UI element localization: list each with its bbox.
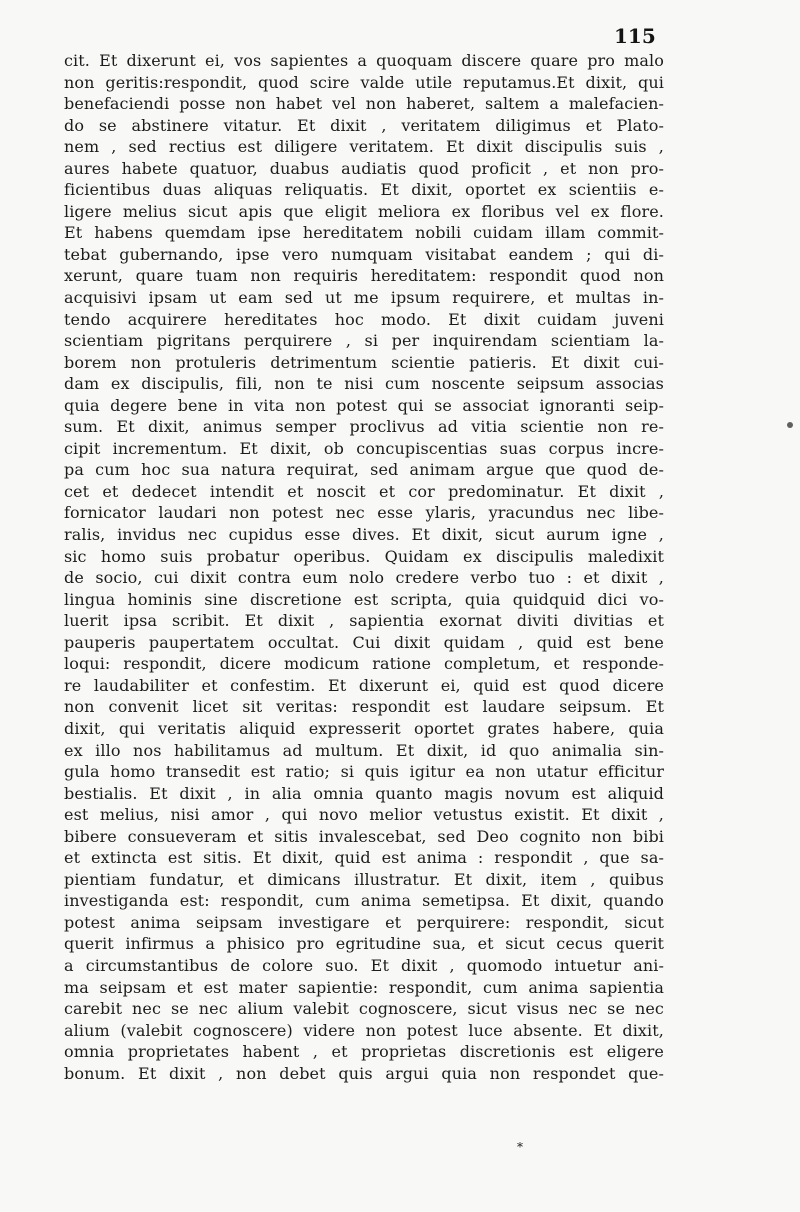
text-line: cet et dedecet intendit et noscit et cor predominatur. Et dixit , — [64, 481, 664, 501]
text-line: ligere melius sicut apis que eligit meliora ex floribus vel ex flore. — [64, 201, 664, 221]
page-number: 115 — [614, 24, 656, 48]
text-line: tebat gubernando, ipse vero numquam visitabat eandem ; qui di- — [64, 244, 664, 264]
text-line: est melius, nisi amor , qui novo melior vetustus existit. Et dixit , — [64, 805, 664, 825]
text-line: ralis, invidus nec cupidus esse dives. Et dixit, sicut aurum igne , — [64, 525, 664, 545]
text-line: de socio, cui dixit contra eum nolo credere verbo tuo : et dixit , — [64, 568, 664, 588]
text-line: ma seipsam et est mater sapientie: respondit, cum anima sapientia — [64, 977, 664, 997]
text-line: querit infirmus a phisico pro egritudine sua, et sicut cecus querit — [64, 934, 664, 954]
text-line: lingua hominis sine discretione est scripta, quia quidquid dici vo- — [64, 589, 664, 609]
text-line: cit. Et dixerunt ei, vos sapientes a quoquam discere quare pro malo — [64, 51, 664, 70]
text-line: fornicator laudari non potest nec esse ylaris, yracundus nec libe- — [64, 503, 664, 523]
text-line: Et habens quemdam ipse hereditatem nobili cuidam illam commit- — [64, 223, 664, 243]
text-line: bestialis. Et dixit , in alia omnia quanto magis novum est aliquid — [64, 783, 664, 803]
text-line: luerit ipsa scribit. Et dixit , sapientia exornat diviti divitias et — [64, 611, 664, 631]
text-line: gula homo transedit est ratio; si quis igitur ea non utatur efficitur — [64, 762, 664, 782]
text-line: ex illo nos habilitamus ad multum. Et dixit, id quo animalia sin- — [64, 740, 664, 760]
text-line: pa cum hoc sua natura requirat, sed animam argue que quod de- — [64, 460, 664, 480]
text-line: sic homo suis probatur operibus. Quidam ex discipulis maledixit — [64, 546, 664, 566]
text-line: dixit, qui veritatis aliquid expresserit oportet grates habere, quia — [64, 718, 664, 738]
text-line: pauperis paupertatem occultat. Cui dixit quidam , quid est bene — [64, 632, 664, 652]
text-line: et extincta est sitis. Et dixit, quid est anima : respondit , que sa- — [64, 848, 664, 868]
text-line: bibere consueveram et sitis invalescebat, sed Deo cognito non bibi — [64, 826, 664, 846]
text-line: quia degere bene in vita non potest qui se associat ignoranti seip- — [64, 395, 664, 415]
text-line: benefaciendi posse non habet vel non haberet, saltem a malefacien- — [64, 94, 664, 114]
text-line: re laudabiliter et confestim. Et dixerunt ei, quid est quod dicere — [64, 675, 664, 695]
text-line: do se abstinere vitatur. Et dixit , veritatem diligimus et Plato- — [64, 115, 664, 135]
text-line: acquisivi ipsam ut eam sed ut me ipsum requirere, et multas in- — [64, 288, 664, 308]
text-line-last: bonum. Et dixit , non debet quis argui quia non respondet que- — [64, 1063, 664, 1083]
text-line: ficientibus duas aliquas reliquatis. Et dixit, oportet ex scientiis e- — [64, 180, 664, 200]
text-line: loqui: respondit, dicere modicum ratione completum, et responde- — [64, 654, 664, 674]
text-line: non geritis:respondit, quod scire valde utile reputamus.Et dixit, qui — [64, 72, 664, 92]
text-line: cipit incrementum. Et dixit, ob concupiscentias suas corpus incre- — [64, 438, 664, 458]
ink-spot — [787, 422, 793, 428]
text-line: carebit nec se nec alium valebit cognoscere, sicut visus nec se nec — [64, 999, 664, 1019]
text-line: non convenit licet sit veritas: respondit est laudare seipsum. Et — [64, 697, 664, 717]
text-line: sum. Et dixit, animus semper proclivus ad vitia scientie non re- — [64, 417, 664, 437]
text-line: a circumstantibus de colore suo. Et dixit , quomodo intuetur ani- — [64, 955, 664, 975]
text-line: dam ex discipulis, fili, non te nisi cum noscente seipsum associas — [64, 374, 664, 394]
text-line: nem , sed rectius est diligere veritatem. Et dixit discipulis suis , — [64, 137, 664, 157]
text-line: borem non protuleris detrimentum scientie patieris. Et dixit cui- — [64, 352, 664, 372]
text-line: xerunt, quare tuam non requiris hereditatem: respondit quod non — [64, 266, 664, 286]
text-line: investiganda est: respondit, cum anima semetipsa. Et dixit, quando — [64, 891, 664, 911]
text-line: omnia proprietates habent , et proprietas discretionis est eligere — [64, 1042, 664, 1062]
text-line: potest anima seipsam investigare et perquirere: respondit, sicut — [64, 912, 664, 932]
text-line: aures habete quatuor, duabus audiatis quod proficit , et non pro- — [64, 158, 664, 178]
text-line: pientiam fundatur, et dimicans illustratur. Et dixit, item , quibus — [64, 869, 664, 889]
text-line: scientiam pigritans perquirere , si per inquirendam scientiam la- — [64, 331, 664, 351]
text-line: alium (valebit cognoscere) videre non potest luce absente. Et dixit, — [64, 1020, 664, 1040]
footer-asterisk: * — [517, 1140, 523, 1154]
text-line: tendo acquirere hereditates hoc modo. Et dixit cuidam juveni — [64, 309, 664, 329]
body-text — [64, 50, 664, 1084]
